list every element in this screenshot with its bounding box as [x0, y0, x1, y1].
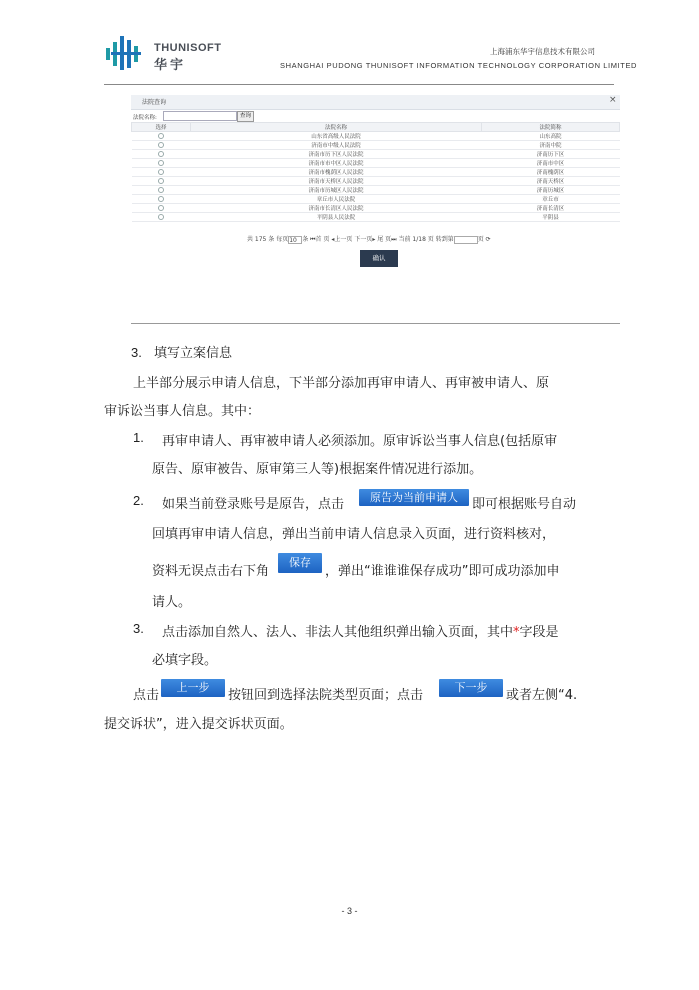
per-page-input[interactable] — [288, 236, 302, 244]
first-page-link[interactable]: ⏮首 页 — [310, 236, 330, 243]
court-name-cell: 济南市历下区人民法院 — [191, 150, 482, 159]
item-2-line-1-post: 即可根据账号自动 — [472, 497, 577, 512]
plaintiff-as-applicant-button[interactable]: 原告为当前申请人 — [359, 489, 469, 506]
table-row[interactable] — [132, 195, 620, 204]
item-3-line-1 — [162, 621, 559, 640]
court-short-name-cell: 济南槐荫区 — [482, 168, 620, 177]
court-name-cell: 济南市中级人民法院 — [191, 141, 482, 150]
header-divider — [104, 84, 614, 85]
court-table — [131, 122, 620, 222]
item-3-number: 3. — [133, 621, 144, 636]
court-short-name-cell: 济南历下区 — [482, 150, 620, 159]
row-radio[interactable] — [158, 196, 164, 202]
pagination — [247, 234, 491, 244]
table-row[interactable] — [132, 204, 620, 213]
current-page: 当前 1/18 页 — [398, 236, 434, 243]
row-radio[interactable] — [158, 160, 164, 166]
column-header: 法院名称 — [191, 123, 482, 132]
close-icon[interactable]: × — [609, 95, 617, 105]
court-short-name-cell: 济南长清区 — [482, 204, 620, 213]
last-line-pre: 点击 — [133, 688, 160, 703]
item-2-line-3-post: ，弹出“谁谁谁保存成功”即可成功添加申 — [325, 564, 560, 579]
row-radio[interactable] — [158, 187, 164, 193]
court-short-name-cell: 济南天桥区 — [482, 177, 620, 186]
court-name-cell: 济南市市中区人民法院 — [191, 159, 482, 168]
court-short-name-cell: 章丘市 — [482, 195, 620, 204]
step-number: 3. — [131, 345, 142, 360]
step-title: 填写立案信息 — [153, 346, 232, 361]
court-name-label: 法院名称: — [133, 115, 157, 121]
item-3-line-2: 必填字段。 — [152, 653, 218, 668]
court-short-name-cell: 济南历城区 — [482, 186, 620, 195]
dialog-title: 法院查询 — [142, 99, 167, 106]
item-2-line-4: 请人。 — [152, 595, 192, 610]
per-page-value: 10 — [289, 236, 297, 244]
row-select-cell — [132, 168, 191, 177]
intro-line-1: 上半部分展示申请人信息，下半部分添加再审申请人、再审被申请人、原 — [133, 376, 550, 391]
row-select-cell — [132, 204, 191, 213]
row-select-cell — [132, 132, 191, 141]
goto-page-input[interactable] — [454, 236, 478, 244]
court-name-cell: 平阴县人民法院 — [191, 213, 482, 222]
court-name-cell: 山东省高级人民法院 — [191, 132, 482, 141]
table-row[interactable] — [132, 150, 620, 159]
goto-prefix: 转到第 — [435, 236, 454, 243]
row-select-cell — [132, 141, 191, 150]
row-select-cell — [132, 195, 191, 204]
screenshot-bottom-divider — [131, 323, 620, 324]
court-short-name-cell: 济南中院 — [482, 141, 620, 150]
column-header: 法院简称 — [482, 123, 620, 132]
row-select-cell — [132, 213, 191, 222]
search-button[interactable]: 查询 — [237, 111, 254, 122]
company-name-cn: 上海浦东华宇信息技术有限公司 — [490, 47, 595, 56]
court-short-name-cell: 平阴县 — [482, 213, 620, 222]
next-step-button[interactable]: 下一步 — [439, 679, 503, 697]
table-row[interactable] — [132, 168, 620, 177]
item-2-line-2: 回填再审申请人信息，弹出当前申请人信息录入页面，进行资料核对， — [152, 527, 556, 542]
table-header-row — [132, 123, 620, 132]
goto-suffix: 页 — [477, 236, 484, 243]
item-2-line-1-pre: 如果当前登录账号是原告，点击 — [162, 497, 345, 512]
row-select-cell — [132, 186, 191, 195]
step-heading — [131, 342, 232, 361]
court-name-cell: 章丘市人民法院 — [191, 195, 482, 204]
court-name-cell: 济南市长清区人民法院 — [191, 204, 482, 213]
per-page-suffix: 条 — [302, 236, 309, 243]
per-page-prefix: 每页 — [276, 236, 289, 243]
court-short-name-cell: 山东高院 — [482, 132, 620, 141]
thunisoft-logo-icon — [104, 34, 148, 72]
page-number: - 3 - — [341, 906, 358, 916]
last-line-2: 提交诉状”，进入提交诉状页面。 — [104, 717, 293, 732]
table-row[interactable] — [132, 213, 620, 222]
logo-text-cn: 华宇 — [154, 58, 187, 73]
intro-line-2: 审诉讼当事人信息。其中： — [104, 404, 261, 419]
company-name-en: SHANGHAI PUDONG THUNISOFT INFORMATION TECHNOLOGY CORPORATION LIMITED — [280, 61, 638, 70]
last-page-link[interactable]: 尾 页⏭ — [377, 236, 397, 243]
court-name-cell: 济南市历城区人民法院 — [191, 186, 482, 195]
row-radio[interactable] — [158, 133, 164, 139]
table-row[interactable] — [132, 159, 620, 168]
item-1-line-1: 再审申请人、再审被申请人必须添加。原审诉讼当事人信息(包括原审 — [162, 434, 558, 449]
row-radio[interactable] — [158, 205, 164, 211]
required-star: * — [513, 625, 520, 640]
row-radio[interactable] — [158, 151, 164, 157]
column-header: 选择 — [132, 123, 191, 132]
logo-text: THUNISOFT — [154, 42, 222, 54]
row-select-cell — [132, 177, 191, 186]
last-line-post: 或者左侧“4. — [506, 688, 578, 703]
item-3-line-1-post: 字段是 — [519, 625, 559, 640]
total-count: 共 175 条 — [247, 236, 275, 243]
court-name-input[interactable] — [163, 111, 237, 121]
row-select-cell — [132, 159, 191, 168]
row-select-cell — [132, 150, 191, 159]
row-radio[interactable] — [158, 214, 164, 220]
table-row[interactable] — [132, 186, 620, 195]
table-row[interactable] — [132, 177, 620, 186]
item-2-number: 2. — [133, 493, 144, 508]
row-radio[interactable] — [158, 169, 164, 175]
court-name-cell: 济南市天桥区人民法院 — [191, 177, 482, 186]
previous-step-button[interactable]: 上一步 — [161, 679, 225, 697]
dialog-title-bar — [131, 95, 620, 110]
row-radio[interactable] — [158, 178, 164, 184]
confirm-button[interactable]: 确认 — [360, 250, 398, 267]
item-1-line-2: 原告、原审被告、原审第三人等)根据案件情况进行添加。 — [152, 462, 483, 477]
table-row[interactable] — [132, 132, 620, 141]
save-button[interactable]: 保存 — [278, 553, 322, 573]
next-page-link[interactable]: 下一页▸ — [354, 236, 376, 243]
item-1-number: 1. — [133, 430, 144, 445]
prev-page-link[interactable]: ◂上一页 — [331, 236, 353, 243]
row-radio[interactable] — [158, 142, 164, 148]
court-short-name-cell: 济南市中区 — [482, 159, 620, 168]
item-2-line-3-pre: 资料无误点击右下角 — [152, 564, 270, 579]
item-3-line-1-pre: 点击添加自然人、法人、非法人其他组织弹出输入页面，其中 — [162, 625, 514, 640]
court-name-cell: 济南市槐荫区人民法院 — [191, 168, 482, 177]
refresh-icon[interactable]: ⟳ — [485, 236, 491, 243]
table-row[interactable] — [132, 141, 620, 150]
last-line-mid: 按钮回到选择法院类型页面；点击 — [228, 688, 424, 703]
